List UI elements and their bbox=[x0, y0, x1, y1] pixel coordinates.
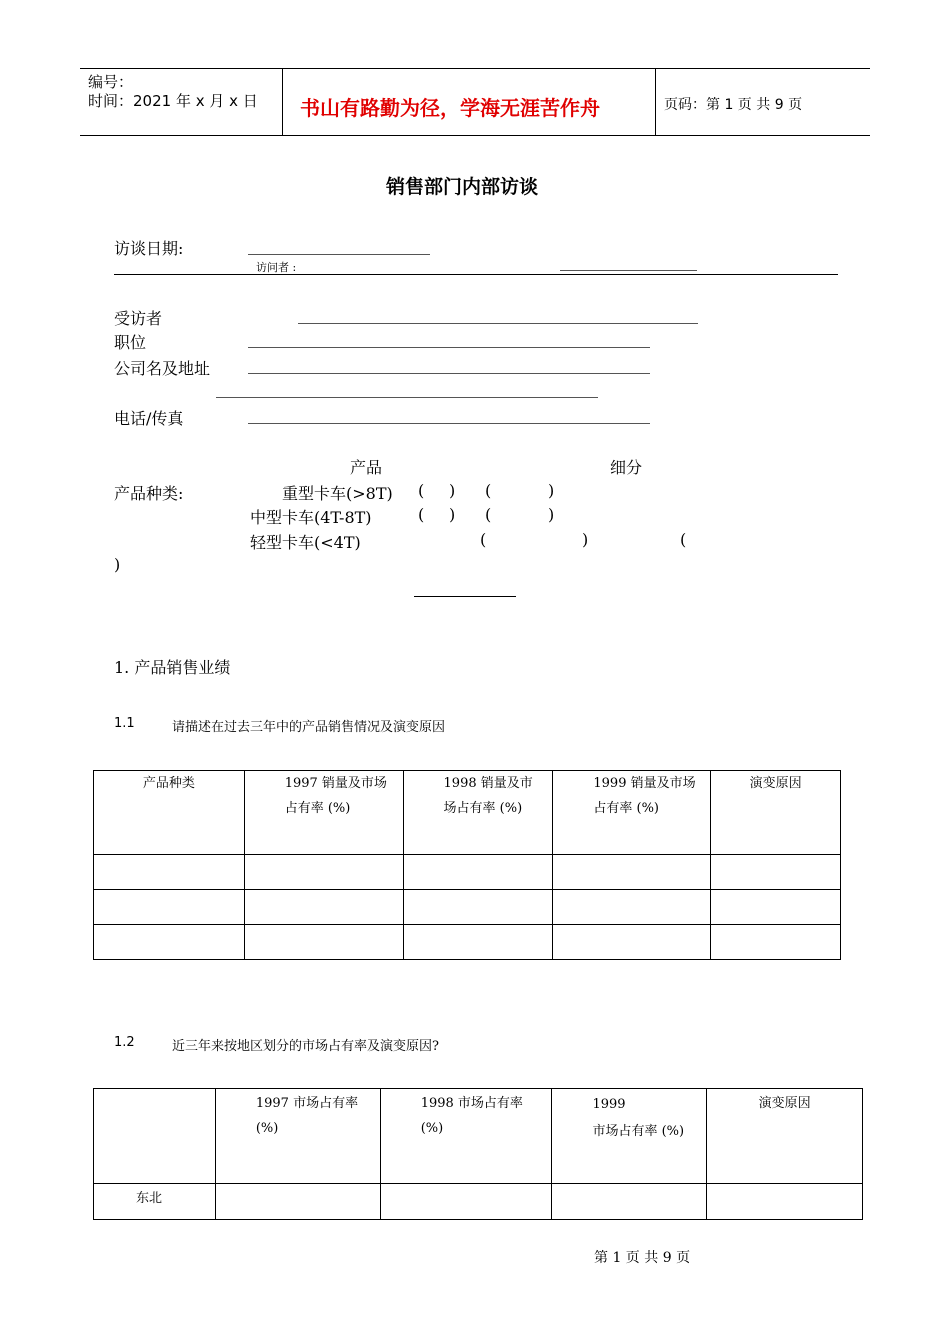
table-cell[interactable] bbox=[711, 890, 841, 925]
product-column-header: 产品 bbox=[350, 458, 383, 477]
doc-time-label: 时间：2021 年 x 月 x 日 bbox=[88, 92, 258, 110]
medium-paren-close-1: ) bbox=[449, 505, 456, 524]
table-cell[interactable] bbox=[94, 890, 245, 925]
phone-label: 电话/传真 bbox=[114, 409, 184, 428]
table-cell[interactable] bbox=[380, 1184, 552, 1220]
sales-header-product-type: 产品种类 bbox=[142, 776, 195, 791]
region-table bbox=[93, 1088, 863, 1220]
region-header-1999: 1999 bbox=[592, 1097, 626, 1112]
position-label: 职位 bbox=[114, 333, 147, 352]
phone-line[interactable] bbox=[248, 423, 650, 424]
sales-table-header-row bbox=[94, 771, 841, 855]
page-title: 销售部门内部访谈 bbox=[386, 176, 539, 198]
table-row bbox=[94, 1184, 863, 1220]
section-1-heading: 1. 产品销售业绩 bbox=[114, 658, 231, 677]
light-paren-open-2[interactable]: ( bbox=[680, 530, 687, 549]
light-paren-close-1: ) bbox=[582, 530, 589, 549]
doc-number-label: 编号： bbox=[88, 73, 134, 91]
table-cell[interactable] bbox=[94, 925, 245, 960]
heavy-paren-open-2[interactable]: ( bbox=[485, 481, 492, 500]
table-cell[interactable] bbox=[552, 1184, 707, 1220]
header-bottom-rule bbox=[80, 135, 870, 136]
interview-date-label: 访谈日期: bbox=[114, 239, 184, 258]
medium-paren-open-1[interactable]: ( bbox=[418, 505, 425, 524]
interviewee-label: 受访者 bbox=[114, 309, 163, 328]
page-footer: 第 1 页 共 9 页 bbox=[594, 1250, 691, 1266]
sales-header-1999: 1999 销量及市场占有率 (%) bbox=[593, 776, 696, 816]
region-header-1997: 1997 市场占有率 (%) bbox=[255, 1096, 359, 1136]
company-line-2[interactable] bbox=[216, 397, 598, 398]
table-cell[interactable] bbox=[215, 1184, 380, 1220]
heavy-paren-close-2: ) bbox=[548, 481, 555, 500]
table-cell[interactable] bbox=[711, 925, 841, 960]
region-header-1999-line2: 市场占有率 (%) bbox=[592, 1124, 685, 1139]
interviewee-line[interactable] bbox=[298, 323, 698, 324]
interview-date-line[interactable] bbox=[248, 254, 430, 255]
header-divider-left bbox=[282, 68, 283, 136]
interviewer-label: 访问者 : bbox=[256, 261, 297, 274]
position-line[interactable] bbox=[248, 347, 650, 348]
table-cell[interactable] bbox=[711, 855, 841, 890]
sales-table bbox=[93, 770, 841, 960]
table-row bbox=[94, 890, 841, 925]
header-motto: 书山有路勤为径，学海无涯苦作舟 bbox=[300, 96, 600, 120]
table-cell[interactable] bbox=[94, 855, 245, 890]
table-cell[interactable] bbox=[403, 890, 553, 925]
table-cell[interactable] bbox=[553, 890, 711, 925]
table-cell[interactable] bbox=[553, 855, 711, 890]
segment-column-header: 细分 bbox=[610, 458, 643, 477]
question-1-2-text: 近三年来按地区划分的市场占有率及演变原因? bbox=[172, 1039, 439, 1054]
question-1-1-text: 请描述在过去三年中的产品销售情况及演变原因 bbox=[172, 720, 446, 735]
table-cell[interactable] bbox=[244, 855, 403, 890]
medium-paren-open-2[interactable]: ( bbox=[485, 505, 492, 524]
medium-truck-label: 中型卡车(4T-8T) bbox=[250, 508, 372, 527]
region-table-header-row bbox=[94, 1089, 863, 1184]
sales-header-reason: 演变原因 bbox=[749, 776, 802, 791]
table-cell[interactable] bbox=[553, 925, 711, 960]
question-1-2-number: 1.2 bbox=[114, 1035, 135, 1050]
region-header-1998: 1998 市场占有率 (%) bbox=[420, 1096, 523, 1136]
heavy-truck-label: 重型卡车(>8T) bbox=[282, 484, 393, 503]
medium-paren-close-2: ) bbox=[548, 505, 555, 524]
company-line[interactable] bbox=[248, 373, 650, 374]
light-paren-open-1[interactable]: ( bbox=[480, 530, 487, 549]
header-divider-right bbox=[655, 68, 656, 136]
table-cell[interactable] bbox=[403, 855, 553, 890]
header-page-label: 页码：第 1 页 共 9 页 bbox=[664, 97, 803, 113]
light-truck-label: 轻型卡车(<4T) bbox=[250, 533, 361, 552]
table-cell[interactable] bbox=[707, 1184, 863, 1220]
table-row bbox=[94, 855, 841, 890]
header-top-rule bbox=[80, 68, 870, 69]
interviewer-field-line[interactable] bbox=[560, 270, 697, 271]
separator-rule bbox=[414, 596, 516, 597]
table-cell[interactable] bbox=[244, 925, 403, 960]
heavy-paren-close-1: ) bbox=[449, 481, 456, 500]
company-label: 公司名及地址 bbox=[114, 359, 211, 378]
heavy-paren-open-1[interactable]: ( bbox=[418, 481, 425, 500]
light-paren-close-2: ) bbox=[114, 555, 121, 574]
table-row bbox=[94, 925, 841, 960]
sales-header-1998: 1998 销量及市场占有率 (%) bbox=[443, 776, 533, 816]
region-header-reason: 演变原因 bbox=[758, 1096, 811, 1111]
table-cell[interactable] bbox=[244, 890, 403, 925]
table-cell[interactable] bbox=[403, 925, 553, 960]
interviewer-rule bbox=[114, 274, 838, 275]
question-1-1-number: 1.1 bbox=[114, 716, 135, 731]
product-types-label: 产品种类: bbox=[114, 484, 184, 503]
sales-header-1997: 1997 销量及市场占有率 (%) bbox=[284, 776, 387, 816]
region-northeast: 东北 bbox=[136, 1191, 163, 1206]
